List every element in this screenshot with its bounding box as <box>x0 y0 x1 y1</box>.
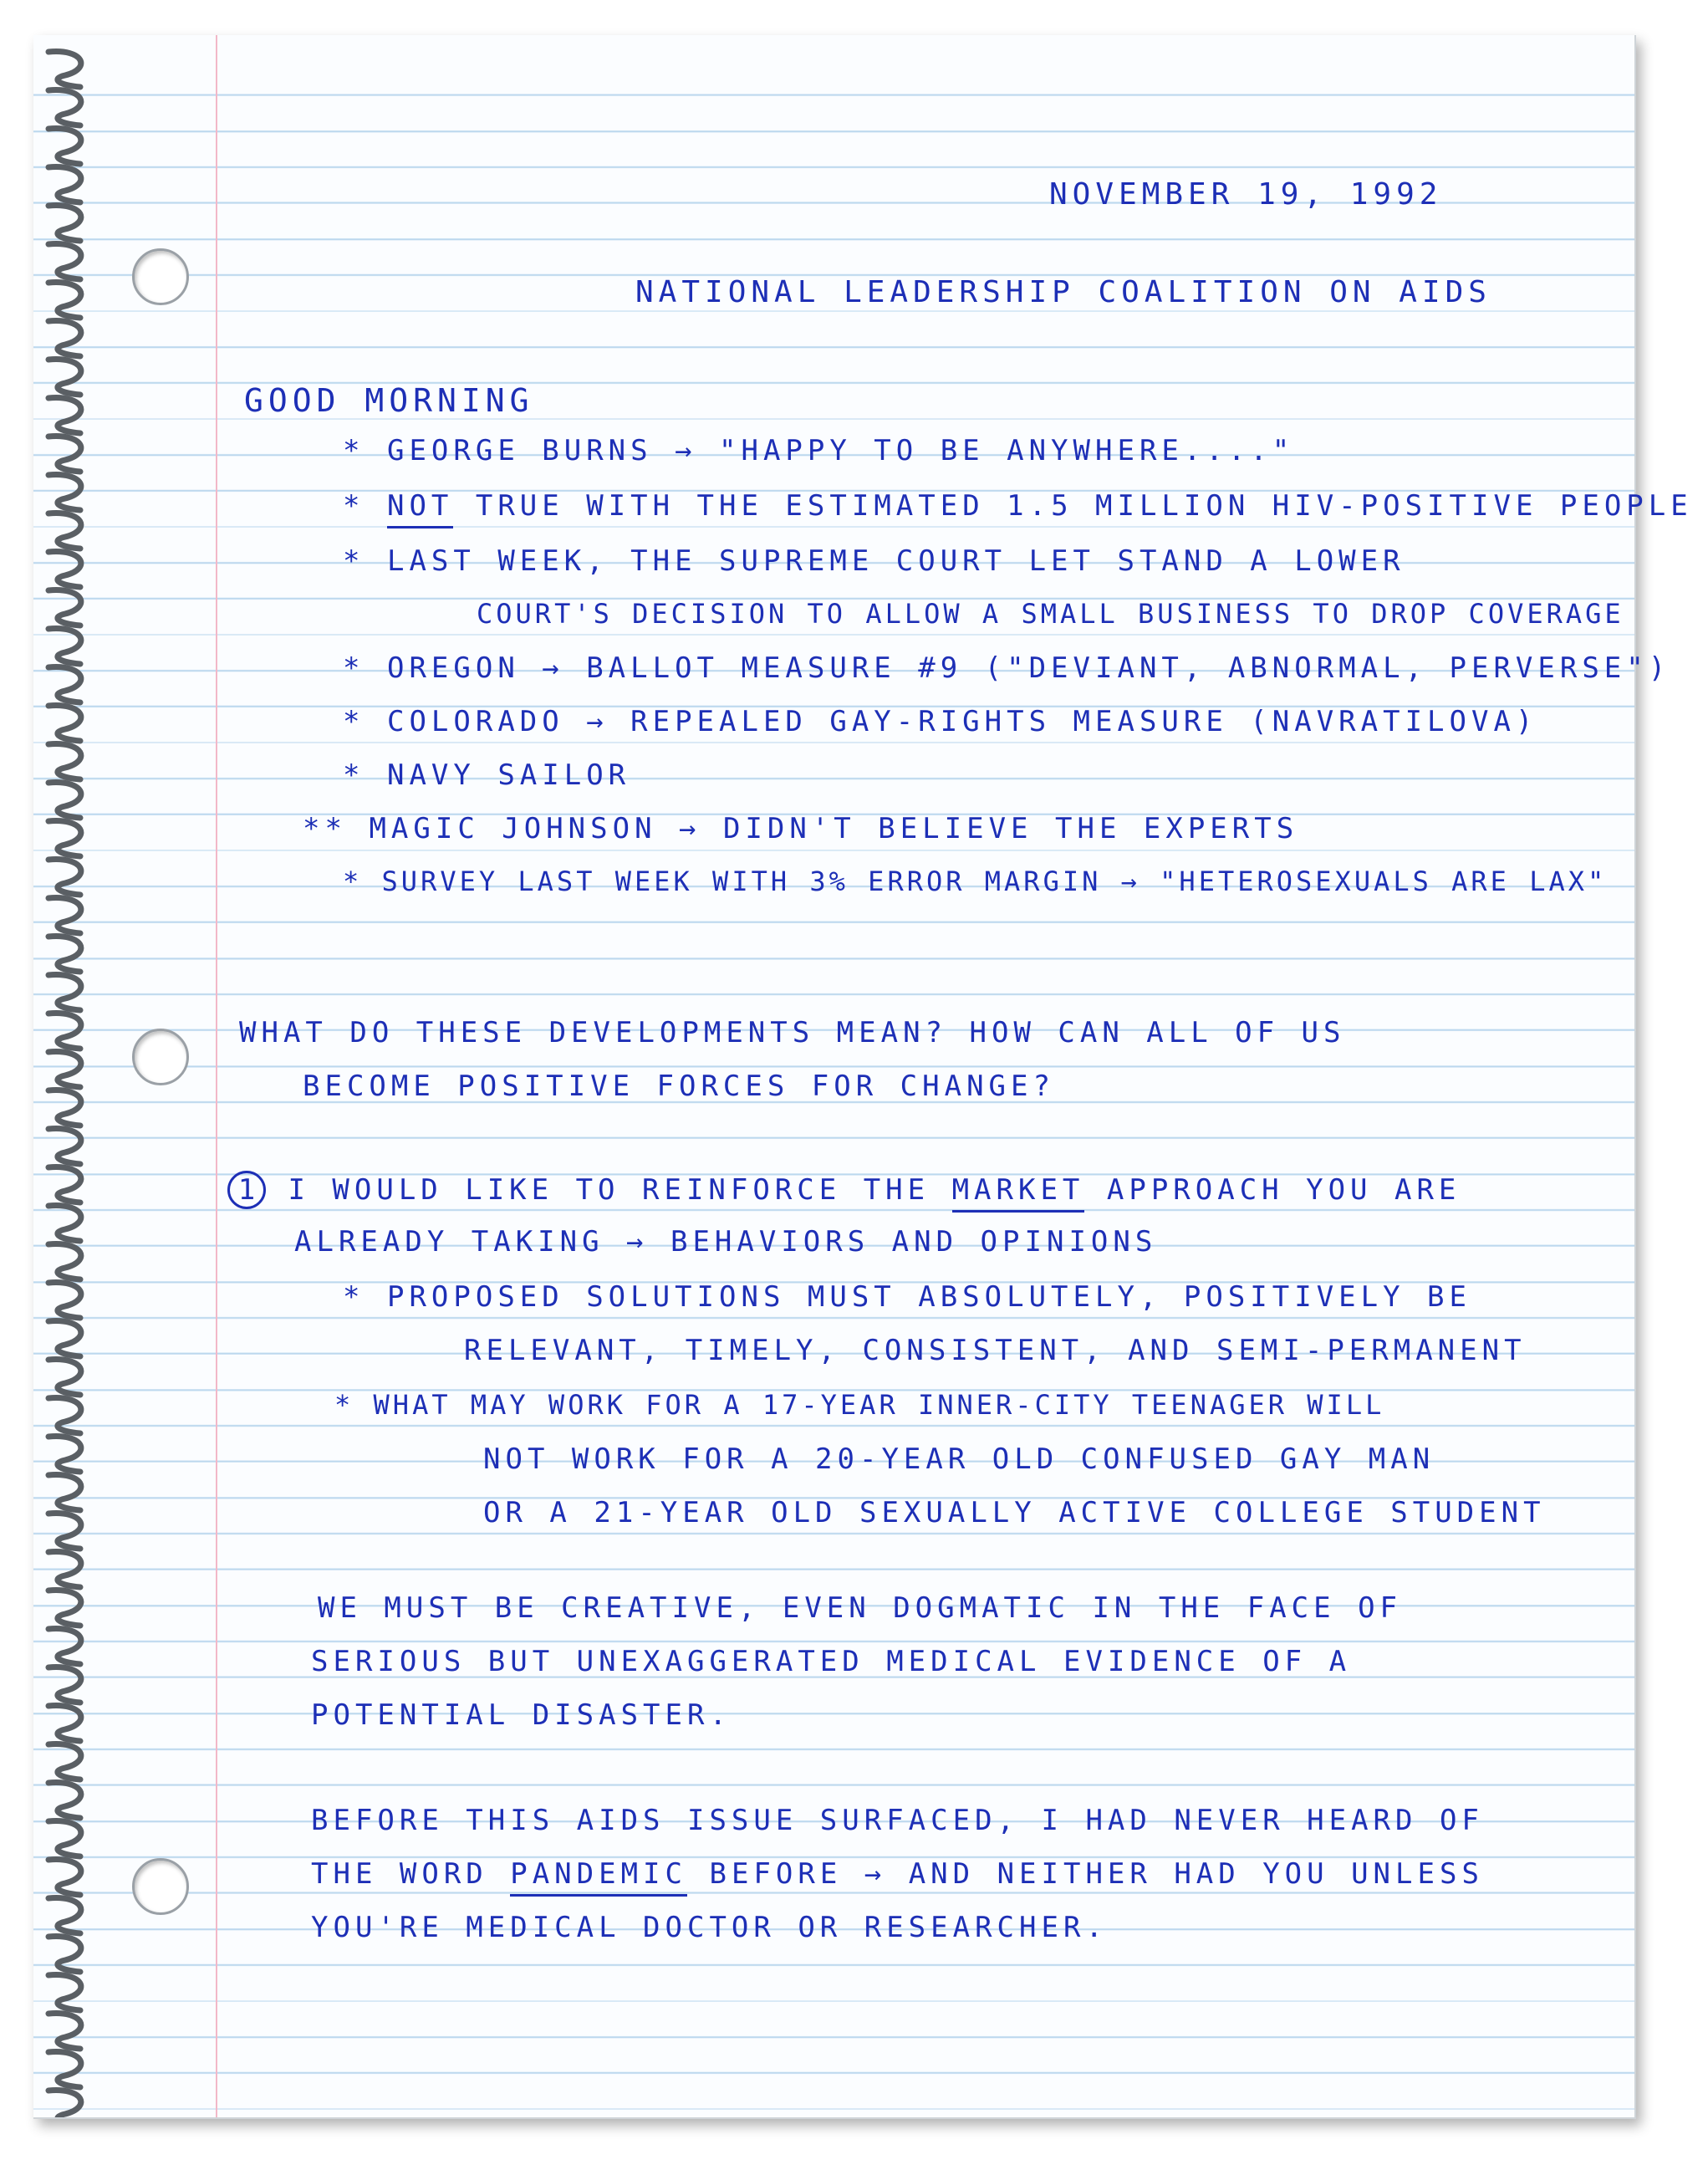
bullet-item <box>343 758 631 792</box>
bullet-marker: ** <box>303 812 347 845</box>
spiral-coil <box>48 1590 81 1626</box>
spiral-coil <box>48 2052 81 2087</box>
bullet-text: MAGIC JOHNSON → DIDN'T BELIEVE THE EXPERTS <box>369 812 1299 845</box>
spiral-coil <box>48 398 81 433</box>
spiral-coil <box>48 513 81 549</box>
spiral-coil <box>48 2091 81 2117</box>
spiral-coil <box>48 1744 81 1779</box>
spiral-coil <box>48 744 81 779</box>
bullet-marker: * <box>334 1389 354 1421</box>
spiral-coil <box>48 937 81 972</box>
spiral-coil <box>48 1706 81 1741</box>
paragraph-2-line-3: YOU'RE MEDICAL DOCTOR OR RESEARCHER. <box>311 1911 1108 1944</box>
paragraph-1-line-2: SERIOUS BUT UNEXAGGERATED MEDICAL EVIDENCE OF A <box>311 1645 1352 1678</box>
underlined-word: NOT <box>387 489 453 528</box>
spiral-coil <box>48 167 81 202</box>
spiral-coil <box>48 1898 81 1933</box>
torn-spiral-edge <box>0 35 109 2117</box>
paragraph-2-line-2 <box>311 1857 1484 1891</box>
point-1-text-before: I WOULD LIKE TO REINFORCE THE <box>288 1173 952 1207</box>
bullet-item <box>303 814 1298 843</box>
bullet-text: GEORGE BURNS → "HAPPY TO BE ANYWHERE...." <box>386 434 1295 467</box>
bullet-marker: * <box>343 434 365 467</box>
sub-bullet-continuation: OR A 21-YEAR OLD SEXUALLY ACTIVE COLLEGE STUDENT <box>483 1496 1546 1529</box>
sub-bullet-text: WHAT MAY WORK FOR A 17-YEAR INNER-CITY TEENAGER WILL <box>373 1389 1385 1421</box>
spiral-coil <box>48 1052 81 1087</box>
paragraph-2-line-1: BEFORE THIS AIDS ISSUE SURFACED, I HAD NEVER HEARD OF <box>311 1804 1484 1837</box>
sub-bullet-text: PROPOSED SOLUTIONS MUST ABSOLUTELY, POSITIVELY BE <box>386 1280 1471 1314</box>
paragraph-2-text-before: THE WORD <box>311 1857 511 1891</box>
bullet-text: SURVEY LAST WEEK WITH 3% ERROR MARGIN → "HETEROSEXUALS ARE LAX" <box>381 865 1608 897</box>
spiral-coil <box>48 552 81 587</box>
bullet-text: COLORADO → REPEALED GAY-RIGHTS MEASURE (NAVRATILOVA) <box>386 705 1538 738</box>
spiral-coil <box>48 129 81 164</box>
bullet-marker: * <box>343 705 365 738</box>
spiral-coil <box>48 283 81 318</box>
spiral-coil <box>48 1129 81 1164</box>
spiral-coil <box>48 1360 81 1395</box>
margin-line <box>216 35 217 2117</box>
paragraph-2-text-after: BEFORE → AND NEITHER HAD YOU UNLESS <box>687 1857 1484 1891</box>
bullet-item <box>343 865 1608 897</box>
date: NOVEMBER 19, 1992 <box>1049 177 1443 212</box>
spiral-coil <box>48 783 81 818</box>
bullet-item <box>343 707 1537 736</box>
spiral-coil <box>48 590 81 625</box>
binder-hole-middle <box>132 1029 189 1085</box>
spiral-coil <box>48 860 81 895</box>
spiral-coil <box>48 1552 81 1587</box>
greeting: GOOD MORNING <box>244 382 534 419</box>
underlined-word: MARKET <box>952 1173 1085 1213</box>
bullet-marker: * <box>343 651 365 685</box>
sub-bullet <box>334 1389 1385 1421</box>
bullet-item <box>343 651 1671 685</box>
spiral-coil <box>48 1860 81 1895</box>
spiral-coil <box>48 1629 81 1664</box>
bullet-continuation: COURT'S DECISION TO ALLOW A SMALL BUSINESS TO DROP COVERAGE <box>477 598 1624 630</box>
spiral-coil <box>48 244 81 279</box>
spiral-coil <box>48 1321 81 1356</box>
spiral-coil <box>48 1167 81 1202</box>
question-line-2: BECOME POSITIVE FORCES FOR CHANGE? <box>303 1070 1055 1103</box>
paragraph-1-line-3: POTENTIAL DISASTER. <box>311 1698 732 1732</box>
spiral-coil <box>48 475 81 510</box>
spiral-coil <box>48 975 81 1010</box>
spiral-coil <box>48 1783 81 1818</box>
bullet-item <box>343 489 1693 523</box>
spiral-coil <box>48 321 81 356</box>
page-title: NATIONAL LEADERSHIP COALITION ON AIDS <box>635 275 1491 309</box>
bullet-marker: * <box>343 865 363 897</box>
point-1-line-1 <box>227 1171 1461 1209</box>
question-line-1: WHAT DO THESE DEVELOPMENTS MEAN? HOW CAN ALL OF US <box>239 1016 1346 1049</box>
spiral-coil <box>48 2014 81 2049</box>
spiral-coil <box>48 1667 81 1703</box>
spiral-coil <box>48 360 81 395</box>
spiral-coil <box>48 52 81 87</box>
bullet-marker: * <box>343 544 365 578</box>
bullet-text: NAVY SAILOR <box>386 758 631 792</box>
spiral-coil <box>48 90 81 125</box>
spiral-coil <box>48 206 81 241</box>
spiral-coil <box>48 629 81 664</box>
bullet-marker: * <box>343 489 365 523</box>
bullet-text: OREGON → BALLOT MEASURE #9 ("DEVIANT, ABNORMAL, PERVERSE") <box>386 651 1671 685</box>
spiral-coil <box>48 706 81 741</box>
spiral-coil <box>48 437 81 472</box>
bullet-item <box>343 544 1405 578</box>
point-1-line-2: ALREADY TAKING → BEHAVIORS AND OPINIONS <box>294 1225 1158 1259</box>
spiral-coil <box>48 898 81 933</box>
bullet-item <box>343 434 1295 467</box>
spiral-coil <box>48 1014 81 1049</box>
underlined-word: PANDEMIC <box>510 1857 687 1897</box>
binder-hole-bottom <box>132 1858 189 1915</box>
spiral-coil <box>48 821 81 856</box>
paragraph-1-line-1: WE MUST BE CREATIVE, EVEN DOGMATIC IN THE FACE OF <box>318 1591 1403 1625</box>
spiral-coil <box>48 1475 81 1510</box>
spiral-coil <box>48 1975 81 2010</box>
circled-number: 1 <box>227 1171 266 1209</box>
sub-bullet-continuation: NOT WORK FOR A 20-YEAR OLD CONFUSED GAY MAN <box>483 1442 1435 1476</box>
spiral-coil <box>48 1206 81 1241</box>
spiral-coil <box>48 1244 81 1279</box>
sub-bullet-continuation: RELEVANT, TIMELY, CONSISTENT, AND SEMI-PERMANENT <box>464 1334 1527 1367</box>
bullet-text: TRUE WITH THE ESTIMATED 1.5 MILLION HIV-POSITIVE PEOPLE <box>453 489 1693 523</box>
spiral-coil <box>48 1283 81 1318</box>
bullet-marker: * <box>343 758 365 792</box>
spiral-coil <box>48 1398 81 1433</box>
spiral-coil <box>48 1937 81 1972</box>
binder-hole-top <box>132 248 189 305</box>
point-1-text-after: APPROACH YOU ARE <box>1084 1173 1461 1207</box>
sub-bullet <box>343 1280 1471 1314</box>
spiral-coil <box>48 667 81 702</box>
bullet-text: LAST WEEK, THE SUPREME COURT LET STAND A LOWER <box>386 544 1405 578</box>
spiral-coil <box>48 1821 81 1856</box>
bullet-marker: * <box>343 1280 365 1314</box>
spiral-coil <box>48 1437 81 1472</box>
spiral-coil <box>48 1090 81 1126</box>
spiral-coil <box>48 1514 81 1549</box>
